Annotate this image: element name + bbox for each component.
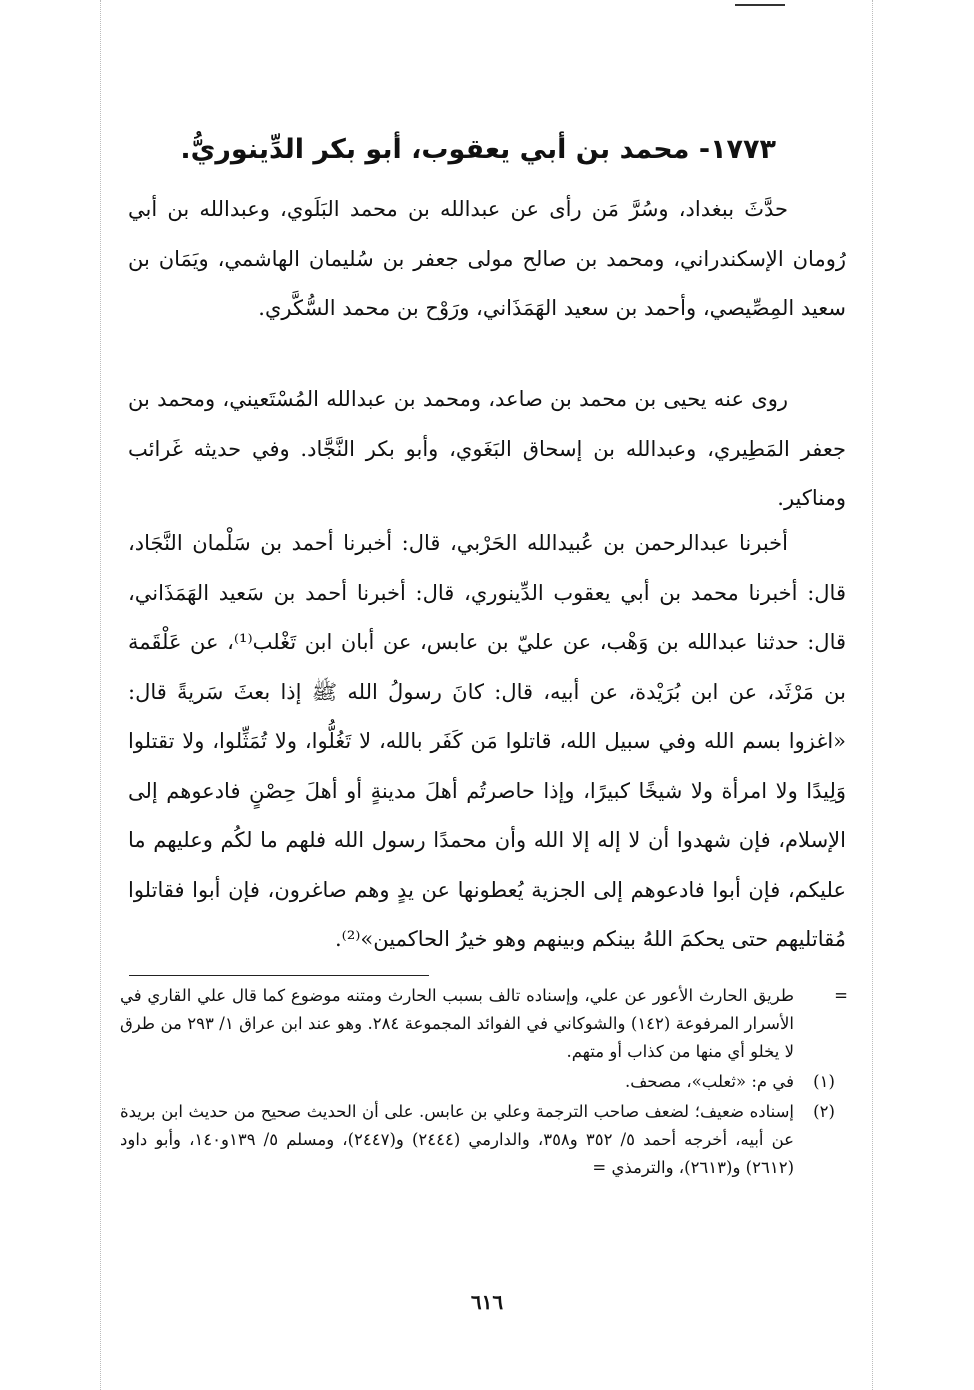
paragraph-text: أخبرنا عبدالرحمن بن عُبيدالله الحَرْبي، قال: أخبرنا أحمد بن سَلْمان النَّجَاد، قال: أخبرنا محمد بن أبي يعقوب الدِّينوري، قال: أخبرنا أحمد بن سَعيد الهَمَذَاني، قال: حدثنا عبدالله بن وَهْب، عن عليّ بن عابس، عن أبان ابن تَغْلب⁽¹⁾، عن عَلْقَمة بن مَرْثَد، عن ابن بُرَيْدة، عن أبيه، قال: كانَ رسولُ الله ﷺ إذا بعثَ سَريةً قال: «اغزوا بسم الله وفي سبيل الله، قاتلوا مَن كَفَر بالله، لا تَغُلُّوا، ولا تُمَثِّلوا، ولا تقتلوا وَلِيدًا ولا امرأة ولا شيخًا كبيرًا، وإذا حاصرتُم أهلَ مدينةٍ أو أهلَ حِصْنٍ فادعوهم إلى الإسلام، فإن شهدوا أن لا إله إلا الله وأن محمدًا رسول الله فلهم ما لكُم وعليهم ما عليكم، فإن أبوا فادعوهم إلى الجزية يُعطونها عن يدٍ وهم صاغرون، فإن أبوا فقاتلوا مُقاتليهم حتى يحكمَ اللهُ بينكم وبينهم وهو خيرُ الحاكمين»⁽²⁾. bbox=[128, 531, 847, 951]
paragraph-text: روى عنه يحيى بن محمد بن صاعد، ومحمد بن عبدالله المُسْتَعيني، ومحمد بن جعفر المَطِيري، وعبدالله بن إسحاق البَغَوي، وأبو بكر النَّجَّاد. وفي حديثه غَرائب ومناكير. bbox=[128, 387, 846, 510]
paragraph-students bbox=[128, 375, 846, 524]
footnote-1 bbox=[120, 1068, 846, 1096]
page-number: ٦١٦ bbox=[470, 1290, 504, 1314]
footnote-text: في م: «ثعلب»، مصحف. bbox=[624, 1072, 794, 1091]
margin-dotted-line bbox=[872, 0, 873, 1390]
paragraph-teachers bbox=[128, 185, 846, 334]
footnote-text: إسناده ضعيف؛ لضعف صاحب الترجمة وعلي بن عابس. على أن الحديث صحيح من حديث ابن بريدة عن أبيه، أخرجه أحمد ٥/ ٣٥٢ و٣٥٨، والدارمي (٢٤٤٤) و(٢٤٤٧)، ومسلم ٥/ ١٣٩و١٤٠، وأبو داود (٢٦١٢) و(٢٦١٣)، والترمذي = bbox=[120, 1102, 794, 1177]
paragraph-hadith bbox=[128, 519, 846, 965]
footnote-2 bbox=[120, 1098, 846, 1182]
top-rule bbox=[735, 4, 785, 6]
biography-heading: ١٧٧٣- محمد بن أبي يعقوب، أبو بكر الدِّينوريُّ. bbox=[180, 134, 776, 166]
margin-dotted-line bbox=[100, 0, 101, 1390]
footnote-number: (١) bbox=[813, 1072, 835, 1091]
footnote-continuation bbox=[120, 982, 846, 1066]
footnote-number: (٢) bbox=[813, 1102, 835, 1121]
footnote-continuation-mark: = bbox=[834, 986, 848, 1005]
footnotes bbox=[120, 982, 846, 1184]
footnote-separator bbox=[129, 975, 429, 976]
paragraph-text: حدَّثَ ببغداد، وسُرَّ مَن رأى عن عبدالله بن محمد البَلَوي، وعبدالله بن أبي رُومان الإسكندراني، ومحمد بن صالح مولى جعفر بن سُليمان الهاشمي، ويَمَان بن سعيد المِصِّيصي، وأحمد بن سعيد الهَمَذَاني، ورَوْح بن محمد السُّكَّري. bbox=[128, 197, 846, 320]
footnote-text: طريق الحارث الأعور عن علي، وإسناده تالف بسبب الحارث ومتنه موضوع كما قال علي القاري في الأسرار المرفوعة (١٤٢) والشوكاني في الفوائد المجموعة ٢٨٤. وهو عند ابن عراق ١/ ٢٩٣ من طرق لا يخلو أي منها من كذاب أو متهم. bbox=[120, 986, 794, 1061]
